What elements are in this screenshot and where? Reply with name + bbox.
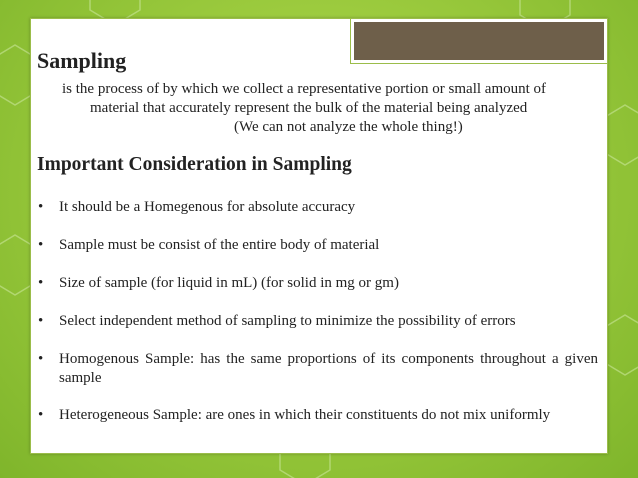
- bullet-icon: •: [38, 275, 44, 291]
- bullet-text: Select independent method of sampling to minimize the possibility of errors: [59, 313, 516, 329]
- bullet-list: [37, 198, 598, 444]
- list-item: [37, 312, 598, 331]
- bullet-text: Heterogeneous Sample: are ones in which their constituents do not mix uniformly: [59, 407, 551, 423]
- list-item: [37, 406, 598, 425]
- definition-line-3: (We can not analyze the whole thing!): [234, 119, 463, 135]
- bullet-text: Size of sample (for liquid in mL) (for solid in mg or gm): [59, 275, 399, 291]
- definition-line-2: material that accurately represent the bulk of the material being analyzed: [90, 100, 528, 116]
- list-item: [37, 274, 598, 293]
- bullet-text: Homogenous Sample: has the same proportions of its components throughout a given sample: [59, 351, 598, 386]
- definition-text: [62, 80, 602, 137]
- bullet-icon: •: [38, 351, 44, 367]
- bullet-icon: •: [38, 407, 44, 423]
- bullet-icon: •: [38, 313, 44, 329]
- title-tab: [351, 19, 607, 63]
- bullet-icon: •: [38, 199, 44, 215]
- list-item: [37, 198, 598, 217]
- slide-title: Sampling: [37, 48, 127, 73]
- definition-line-1: is the process of by which we collect a representative portion or small amount of: [62, 81, 547, 97]
- bullet-text: It should be a Homegenous for absolute accuracy: [59, 199, 356, 215]
- section-heading: Important Consideration in Sampling: [37, 154, 352, 175]
- bullet-icon: •: [38, 237, 44, 253]
- list-item: [37, 236, 598, 255]
- bullet-text: Sample must be consist of the entire body of material: [59, 237, 380, 253]
- list-item: [37, 350, 598, 388]
